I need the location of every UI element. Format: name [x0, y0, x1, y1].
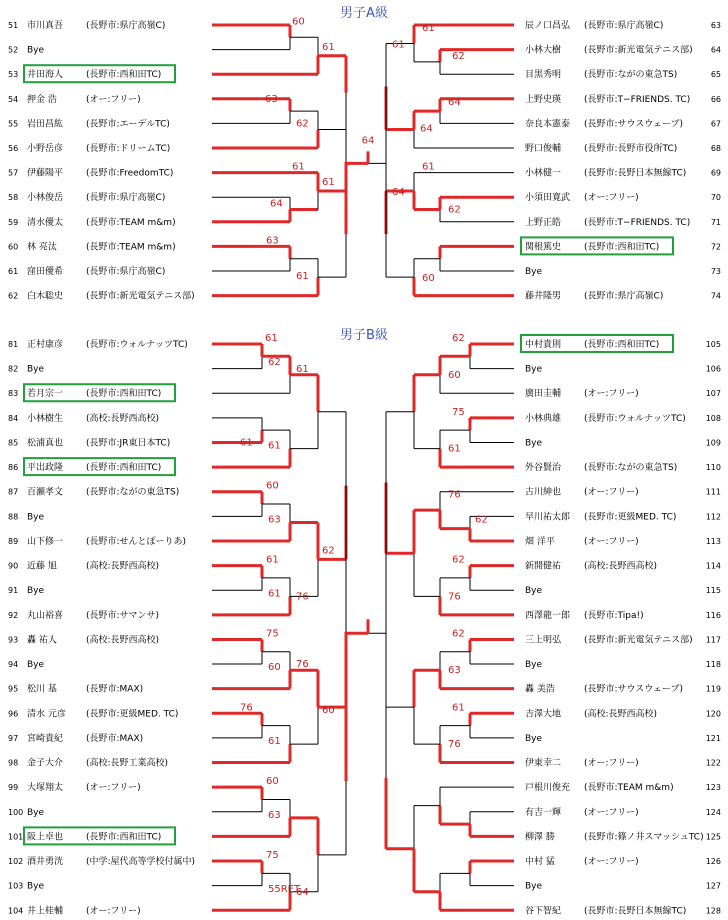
- match-score: 75: [266, 850, 279, 862]
- player-name: 中村貴則: [525, 340, 562, 350]
- entry-number: 91: [8, 586, 19, 596]
- entry-number: 53: [8, 70, 19, 80]
- player-name: 井田海人: [27, 70, 64, 81]
- match-score: 75: [452, 406, 465, 418]
- entry-number: 113: [705, 536, 721, 546]
- entry-number: 110: [705, 463, 721, 473]
- player-name: 小林大樹: [525, 45, 562, 56]
- entry-number: 85: [8, 438, 19, 448]
- player-name: 小須田寛武: [525, 193, 571, 204]
- player-club: (長野市:せんとぽーりあ): [86, 536, 187, 547]
- player-club: (高校:長野西高校): [584, 561, 658, 572]
- player-club: (長野市:ドリームTC): [86, 144, 171, 154]
- entry-number: 117: [705, 635, 721, 645]
- entry-number: 114: [705, 561, 721, 571]
- match-score: 60: [268, 662, 281, 674]
- entry-number: 125: [705, 832, 721, 842]
- entry-number: 55: [8, 119, 19, 129]
- player-club: (長野市:ながの東急TS): [86, 487, 180, 498]
- entry-number: 60: [8, 242, 19, 252]
- player-name: 小林典雄: [525, 413, 562, 424]
- match-score: 61: [322, 177, 335, 189]
- player-club: (長野市:TEAM m&m): [86, 242, 176, 253]
- player-name: 小林俊岳: [27, 193, 64, 204]
- match-score: 61: [296, 363, 309, 375]
- player-name: 奈良本憲泰: [525, 119, 571, 130]
- player-club: (長野市:ながの東急TS): [584, 463, 678, 474]
- entry-number: 104: [8, 906, 24, 916]
- entry-number: 93: [8, 635, 19, 645]
- player-club: (長野市:長野日本無線TC): [584, 168, 687, 179]
- entry-number: 62: [8, 291, 19, 301]
- entry-number: 66: [710, 94, 721, 104]
- player-club: (オー:フリー): [584, 536, 639, 547]
- player-club: (長野市:県庁高嶺C): [86, 193, 166, 204]
- player-name: 井上桂輔: [27, 906, 64, 917]
- match-score: 61: [422, 161, 435, 173]
- entry-number: 116: [705, 610, 721, 620]
- entry-number: 105: [705, 340, 721, 349]
- entry-number: 71: [710, 217, 721, 227]
- player-club: (長野市:MAX): [86, 684, 144, 695]
- entry-number: 70: [710, 193, 721, 203]
- player-club: (中学:屋代高等学校付属中): [86, 857, 196, 868]
- match-score: 60: [422, 273, 435, 285]
- win-path: [346, 633, 368, 781]
- entry-number: 94: [8, 660, 19, 670]
- player-name: 正村康彦: [27, 340, 64, 350]
- player-name: 金子大介: [27, 758, 64, 769]
- player-name: 西澤龍一郎: [525, 610, 571, 621]
- match-score: 62: [475, 514, 488, 526]
- player-club: (高校:長野西高校): [86, 635, 160, 646]
- entry-number: 74: [710, 291, 721, 301]
- entry-number: 61: [8, 267, 19, 276]
- entry-number: 121: [705, 733, 721, 743]
- match-score: 76: [448, 591, 461, 603]
- player-name: 若月宗一: [27, 389, 64, 400]
- player-name: 谷下智紀: [525, 906, 562, 917]
- match-score: 63: [268, 514, 281, 526]
- entry-number: 101: [8, 832, 24, 842]
- entry-number: 81: [8, 340, 19, 349]
- player-name: 小野岳彦: [27, 144, 64, 154]
- entry-number: 65: [710, 70, 721, 80]
- match-score: 63: [448, 665, 461, 677]
- match-score: 63: [268, 809, 281, 821]
- player-club: (オー:フリー): [86, 94, 141, 105]
- match-score: 62: [296, 118, 309, 130]
- match-score: 60: [266, 776, 279, 788]
- player-name: 関根篤史: [525, 242, 562, 253]
- player-club: (長野市:サウスウェーブ): [584, 119, 683, 130]
- match-score: 75: [266, 628, 279, 640]
- match-score: 76: [296, 659, 309, 671]
- player-club: (長野市:長野日本無線TC): [584, 906, 687, 917]
- entry-number: 124: [705, 807, 721, 817]
- player-club: (オー:フリー): [86, 906, 141, 917]
- player-name: 小林健一: [525, 168, 562, 179]
- player-name: 市川真吾: [27, 21, 64, 31]
- player-club: (高校:長野西高校): [584, 709, 658, 720]
- entry-number: 52: [8, 45, 19, 55]
- entry-number: 111: [705, 487, 721, 497]
- player-name: 辰ノ口昌弘: [525, 21, 571, 31]
- entry-number: 86: [8, 463, 19, 473]
- player-club: (長野市:TEAM m&m): [584, 783, 674, 794]
- player-name: 野口俊輔: [525, 144, 562, 154]
- player-club: (長野市:西和田TC): [86, 389, 162, 400]
- player-name: 畑 洋平: [525, 536, 555, 547]
- match-score: 63: [266, 235, 279, 247]
- player-club: (長野市:ウォルナッツTC): [584, 413, 686, 424]
- match-score: 60: [266, 480, 279, 492]
- player-name: 戸根川俊充: [525, 783, 571, 794]
- player-name: 外谷賢治: [525, 463, 562, 474]
- match-score: 76: [296, 591, 309, 603]
- player-name: 白木聡史: [27, 291, 64, 302]
- player-name: 轟 美浩: [525, 684, 555, 695]
- player-name: 大塚翔太: [27, 783, 64, 794]
- entry-number: 58: [8, 193, 19, 203]
- match-score: 61: [392, 39, 405, 51]
- player-club: (長野市:エーデルTC): [86, 119, 170, 130]
- entry-number: 67: [710, 119, 721, 129]
- entry-number: 87: [8, 487, 19, 497]
- match-score: 61: [322, 41, 335, 53]
- entry-number: 92: [8, 610, 19, 620]
- entry-number: 120: [705, 709, 721, 719]
- player-name: Bye: [525, 267, 543, 277]
- entry-number: 126: [705, 857, 721, 867]
- player-club: (オー:フリー): [584, 193, 639, 204]
- entry-number: 112: [705, 512, 721, 522]
- player-club: (長野市:Tipa!): [584, 610, 644, 621]
- match-score: 62: [452, 628, 465, 640]
- match-score: 62: [452, 333, 465, 344]
- player-club: (長野市:MAX): [86, 733, 144, 744]
- player-club: (長野市:篠ノ井スマッシュTC): [584, 832, 704, 843]
- match-score: 60: [292, 16, 305, 28]
- match-score: 62: [448, 204, 461, 216]
- player-club: (長野市:FreedomTC): [86, 168, 174, 179]
- player-club: (長野市:新光電気テニス部): [86, 291, 195, 302]
- match-score: 60: [322, 705, 335, 717]
- match-score: 76: [448, 489, 461, 501]
- entry-number: 128: [705, 906, 721, 916]
- player-club: (長野市:更級MED. TC): [584, 512, 677, 523]
- match-score: 62: [452, 554, 465, 566]
- entry-number: 97: [8, 733, 19, 743]
- player-name: 百瀬孝文: [27, 487, 64, 498]
- class-a-title: 男子A級: [340, 6, 388, 21]
- player-name: 丸山裕喜: [27, 610, 64, 621]
- match-score: 61: [448, 443, 461, 455]
- match-score: 55RET: [268, 883, 301, 895]
- player-name: 上野史瑛: [525, 94, 562, 105]
- player-club: (長野市:県庁高嶺C): [86, 267, 166, 277]
- player-club: (長野市:長野市役所TC): [584, 144, 678, 154]
- entry-number: 82: [8, 364, 19, 374]
- player-club: (長野市:県庁高嶺C): [584, 291, 664, 302]
- entry-number: 96: [8, 709, 19, 719]
- player-name: 吉澤大地: [525, 709, 562, 720]
- entry-number: 56: [8, 144, 19, 153]
- entry-number: 89: [8, 536, 19, 546]
- match-score: 61: [452, 702, 465, 714]
- player-name: 清水優太: [27, 217, 64, 228]
- match-score: 61: [296, 271, 309, 283]
- player-club: (高校:長野西高校): [86, 413, 160, 424]
- entry-number: 109: [705, 438, 721, 448]
- player-name: 新開健祐: [525, 561, 562, 572]
- match-score: 76: [240, 702, 253, 714]
- player-club: (長野市:T−FRIENDS. TC): [584, 94, 691, 105]
- player-name: Bye: [525, 438, 543, 449]
- player-club: (長野市:県庁高嶺C): [584, 21, 664, 31]
- player-name: 藤井隆男: [525, 291, 562, 302]
- player-name: 古川紳也: [525, 487, 562, 498]
- match-score: 61: [422, 23, 435, 34]
- player-club: (オー:フリー): [86, 783, 141, 794]
- player-name: Bye: [27, 881, 45, 892]
- player-club: (オー:フリー): [584, 389, 639, 400]
- player-club: (長野市:西和田TC): [86, 463, 162, 474]
- entry-number: 127: [705, 881, 721, 891]
- match-score: 76: [448, 739, 461, 751]
- player-name: 伊藤陽平: [27, 168, 64, 179]
- entry-number: 95: [8, 684, 19, 694]
- entry-number: 122: [705, 758, 721, 768]
- match-score: 61: [268, 440, 281, 452]
- match-score: 63: [265, 94, 278, 106]
- class-b-title: 男子B級: [340, 328, 388, 343]
- player-name: 清水 元彦: [27, 709, 66, 720]
- entry-number: 69: [710, 168, 721, 178]
- player-club: (長野市:サウスウェーブ): [584, 684, 683, 695]
- entry-number: 108: [705, 413, 721, 423]
- player-name: 三上明弘: [525, 635, 562, 646]
- match-score: 61: [268, 588, 281, 600]
- match-score: 61: [268, 736, 281, 748]
- entry-number: 73: [710, 267, 721, 276]
- player-name: Bye: [525, 660, 543, 671]
- player-name: 有吉一輝: [525, 807, 562, 818]
- player-club: (長野市:TEAM m&m): [86, 217, 176, 228]
- player-name: 轟 祐人: [27, 635, 57, 646]
- entry-number: 119: [705, 684, 721, 694]
- player-club: (高校:長野工業高校): [86, 758, 169, 769]
- entry-number: 103: [8, 881, 24, 891]
- player-name: 酒井勇洸: [27, 857, 64, 868]
- player-name: 目黒秀明: [525, 70, 562, 81]
- match-score: 64: [448, 96, 461, 108]
- player-club: (オー:フリー): [584, 758, 639, 769]
- player-name: Bye: [27, 364, 45, 375]
- entry-number: 68: [710, 144, 721, 153]
- match-score: 61: [266, 554, 279, 566]
- match-score: 62: [322, 545, 335, 557]
- match-score: 61: [240, 437, 253, 449]
- player-name: Bye: [27, 45, 45, 56]
- player-name: Bye: [525, 586, 543, 597]
- entry-number: 64: [710, 45, 721, 55]
- match-score: 64: [392, 187, 405, 199]
- player-name: 伊東幸二: [525, 758, 562, 769]
- player-name: 柳澤 勝: [525, 832, 555, 843]
- match-score: 64: [420, 123, 433, 135]
- player-name: 岩田昌紘: [27, 119, 64, 130]
- entry-number: 115: [705, 586, 721, 596]
- player-name: 松浦真也: [27, 438, 64, 449]
- player-club: (オー:フリー): [584, 487, 639, 498]
- match-score: 64: [270, 198, 283, 210]
- player-club: (長野市:新光電気テニス部): [584, 635, 693, 646]
- player-name: 平出政隆: [27, 463, 64, 474]
- entry-number: 98: [8, 758, 19, 768]
- player-club: (長野市:西和田TC): [584, 340, 660, 350]
- player-club: (オー:フリー): [584, 807, 639, 818]
- player-club: (長野市:西和田TC): [86, 70, 162, 81]
- match-score: 61: [265, 333, 278, 344]
- player-club: (長野市:更級MED. TC): [86, 709, 179, 720]
- match-score: 60: [448, 369, 461, 381]
- entry-number: 59: [8, 217, 19, 227]
- player-name: 松川 基: [27, 684, 57, 695]
- player-name: Bye: [27, 586, 45, 597]
- player-name: Bye: [525, 364, 543, 375]
- player-club: (長野市:県庁高嶺C): [86, 21, 166, 31]
- player-name: Bye: [525, 881, 543, 892]
- entry-number: 84: [8, 413, 19, 423]
- player-club: (長野市:ウォルナッツTC): [86, 340, 188, 350]
- player-club: (高校:長野西高校): [86, 561, 160, 572]
- match-score: 62: [268, 356, 281, 368]
- player-name: Bye: [27, 660, 45, 671]
- entry-number: 57: [8, 168, 19, 178]
- player-club: (長野市:ながの東急TS): [584, 70, 678, 81]
- player-club: (長野市:サマンサ): [86, 610, 160, 621]
- player-club: (オー:フリー): [584, 857, 639, 868]
- entry-number: 118: [705, 660, 721, 670]
- player-name: Bye: [27, 807, 45, 818]
- win-path: [346, 163, 368, 234]
- player-club: (長野市:新光電気テニス部): [584, 45, 693, 56]
- entry-number: 99: [8, 783, 19, 793]
- player-name: 早川祐太郎: [525, 512, 571, 523]
- entry-number: 51: [8, 21, 19, 30]
- player-name: 林 亮汰: [27, 242, 57, 253]
- entry-number: 72: [710, 242, 721, 252]
- player-name: 小林樹生: [27, 413, 64, 424]
- player-name: 押金 浩: [27, 94, 57, 105]
- match-score: 64: [296, 886, 309, 898]
- match-score: 62: [452, 50, 465, 62]
- entry-number: 123: [705, 783, 721, 793]
- entry-number: 107: [705, 389, 721, 399]
- player-name: 窪田優希: [27, 267, 64, 277]
- player-club: (長野市:西和田TC): [86, 832, 162, 843]
- player-name: Bye: [525, 733, 543, 744]
- entry-number: 106: [705, 364, 721, 374]
- player-name: 山下修一: [27, 536, 64, 547]
- player-name: 近藤 旭: [27, 561, 57, 572]
- entry-number: 102: [8, 857, 24, 867]
- entry-number: 100: [8, 807, 24, 817]
- entry-number: 90: [8, 561, 19, 571]
- player-name: 中村 猛: [525, 857, 555, 868]
- player-name: 阪上卓也: [27, 832, 64, 843]
- player-name: 宮崎貴紀: [27, 733, 64, 744]
- entry-number: 54: [8, 94, 19, 104]
- player-club: (長野市:西和田TC): [584, 242, 660, 253]
- player-name: 上野正皓: [525, 217, 562, 228]
- match-score: 64: [361, 135, 375, 147]
- entry-number: 88: [8, 512, 19, 522]
- entry-number: 83: [8, 389, 19, 399]
- player-club: (長野市:JR東日本TC): [86, 438, 171, 449]
- entry-number: 63: [710, 21, 721, 30]
- player-name: Bye: [27, 512, 45, 523]
- match-score: 61: [292, 161, 305, 173]
- player-name: 廣田圭輔: [525, 389, 562, 400]
- player-club: (長野市:T−FRIENDS. TC): [584, 217, 691, 228]
